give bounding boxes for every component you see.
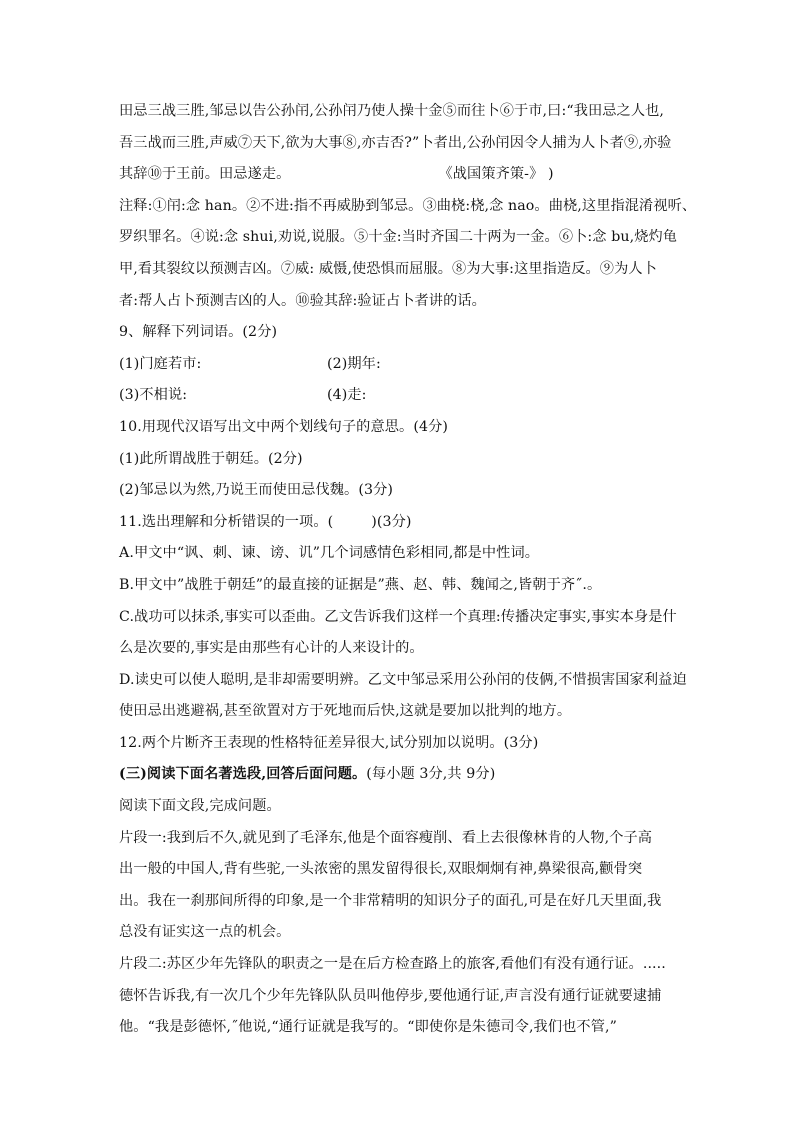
question-9-item-4: (4)走: [327, 387, 367, 404]
question-10-sentence-1: (1)此所谓战胜于朝廷。(2分) [119, 450, 303, 467]
question-10-sentence-2: (2)邹忌以为然,乃说王而使田忌伐魏。(3分) [119, 482, 394, 499]
excerpt-1-line-1: 片段一:我到后不久,就见到了毛泽东,他是个面容瘦削、看上去很像林肯的人物,个子高 [119, 829, 653, 846]
question-9-item-3: (3)不相说: [119, 387, 188, 404]
passage-source: 《战国策齐策-》 ) [438, 166, 554, 183]
section-3-heading-text: (三)阅读下面名著选段,回答后面问题。 [119, 766, 367, 783]
question-11-option-a: A.甲文中“讽、刺、谏、谤、讥”几个词感情色彩相同,都是中性词。 [119, 545, 540, 562]
question-11-option-c-line-2: 么是次要的,事实是由那些有心计的人来设计的。 [119, 640, 424, 657]
notes-line-1: 注释:①闬:念 han。②不进:指不再威胁到邹忌。③曲桡:桡,念 nao。曲桡,这里指混淆视听、 [119, 197, 697, 214]
question-11-title-a: 11.选出理解和分析错误的一项。( [119, 513, 334, 530]
question-11-option-d-line-1: D.读史可以使人聪明,是非却需要明辨。乙文中邹忌采用公孙闬的伎俩,不惜损害国家利益迫 [119, 671, 687, 688]
section-3-heading [119, 759, 687, 791]
excerpt-1-line-3: 出。我在一刹那间所得的印象,是一个非常精明的知识分子的面孔,可是在好几天里面,我 [119, 892, 662, 909]
question-11-option-d-line-2: 使田忌出逃避祸,甚至欲置对方于死地而后快,这就是要加以批判的地方。 [119, 703, 572, 720]
document-body [119, 96, 697, 1044]
excerpt-2-line-1: 片段二:苏区少年先锋队的职责之一是在后方检查路上的旅客,看他们有没有通行证。..... [119, 956, 666, 973]
question-11-option-c-line-1: C.战功可以抹杀,事实可以歪曲。乙文告诉我们这样一个真理:传播决定事实,事实本身是什 [119, 608, 677, 625]
question-11-option-b: B.甲文中”战胜于朝廷”的最直接的证据是”燕、赵、韩、魏闻之,皆朝于齐˝.。 [119, 576, 602, 593]
passage-line-2: 吾三战而三胜,声威⑦天下,欲为大事⑧,亦吉否?”卜者出,公孙闬因令人捕为人卜者⑨,亦验 [119, 134, 672, 151]
question-11-title-b: )(3分) [371, 513, 412, 530]
excerpt-1-line-4: 总没有证实这一点的机会。 [119, 924, 291, 941]
question-9-title: 9、解释下列词语。(2分) [119, 324, 278, 341]
question-11-title [119, 507, 687, 539]
question-9-row-2 [119, 380, 687, 412]
question-12-title: 12.两个片断齐王表现的性格特征差异很大,试分别加以说明。(3分) [119, 734, 539, 751]
passage-line-1: 田忌三战三胜,邹忌以告公孙闬,公孙闬乃使人操十金⑤而往卜⑥于市,曰:“我田忌之人也, [119, 103, 665, 119]
question-9-item-2: (2)期年: [327, 355, 381, 372]
question-10-title: 10.用现代汉语写出文中两个划线句子的意思。(4分) [119, 418, 449, 435]
notes-line-2: 罗织罪名。④说:念 shui,劝说,说服。⑤十金:当时齐国二十两为一金。⑥卜:念 bu,烧灼龟 [119, 229, 678, 246]
notes-line-4: 者:帮人占卜预测吉凶的人。⑩验其辞:验证占卜者讲的话。 [119, 292, 486, 309]
passage-line-3-text: 其辞⑩于王前。田忌遂走。 [119, 166, 291, 183]
section-3-score: (每小题 3分,共 9分) [366, 766, 496, 783]
excerpt-2-line-2: 德怀告诉我,有一次几个少年先锋队队员叫他停步,要他通行证,声言没有通行证就要逮捕 [119, 987, 662, 1004]
notes-line-3: 甲,看其裂纹以预测吉凶。⑦威: 威慑,使恐惧而屈服。⑧为大事:这里指造反。⑨为人卜 [119, 260, 657, 277]
question-9-item-1: (1)门庭若市: [119, 355, 202, 372]
excerpt-2-line-3: 他。“我是彭德怀,˝他说,“通行证就是我写的。“即使你是朱德司令,我们也不管,” [119, 1019, 617, 1036]
section-3-intro: 阅读下面文段,完成问题。 [119, 798, 281, 815]
question-9-row-1 [119, 349, 687, 381]
excerpt-1-line-2: 出一般的中国人,背有些驼,一头浓密的黑发留得很长,双眼炯炯有神,鼻梁很高,颧骨突 [119, 861, 643, 878]
passage-line-3 [119, 159, 687, 191]
